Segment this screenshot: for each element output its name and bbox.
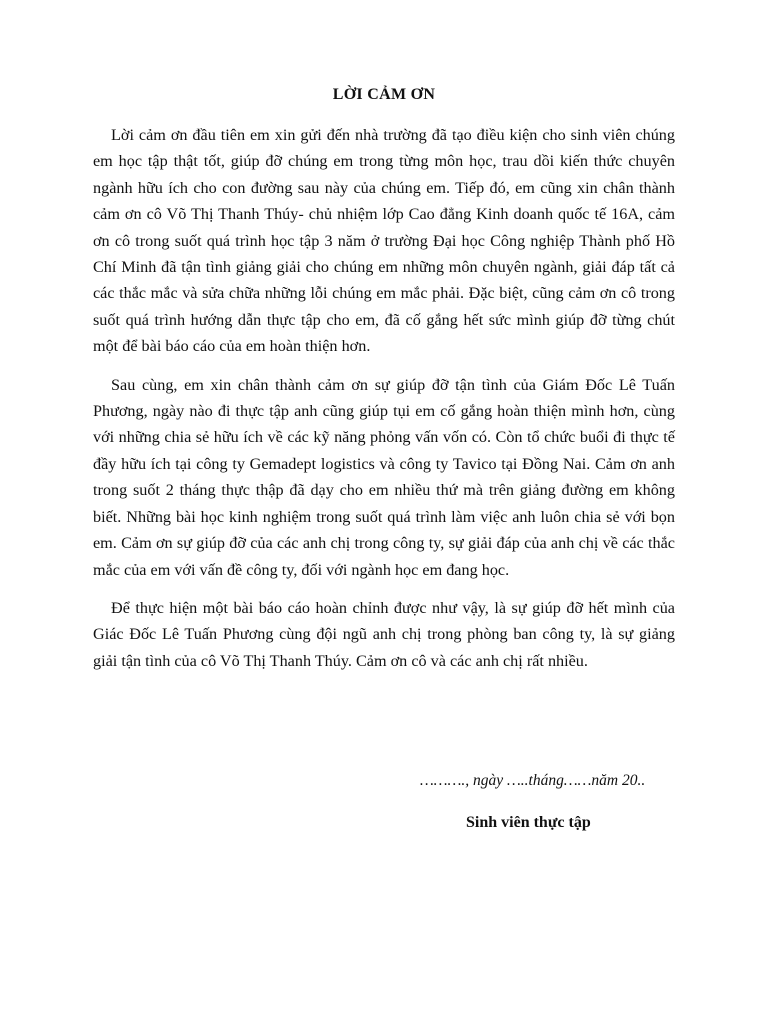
paragraph-1: Lời cảm ơn đầu tiên em xin gửi đến nhà trường đã tạo điều kiện cho sinh viên chúng em học tập thật tốt, giúp đỡ chúng em trong từng môn học, trau dồi kiến thức chuyên ngành hữu ích cho con đường sau này của chúng em. Tiếp đó, em cũng xin chân thành cảm ơn cô Võ Thị Thanh Thúy- chủ nhiệm lớp Cao đẳng Kinh doanh quốc tế 16A, cảm ơn cô trong suốt quá trình học tập 3 năm ở trường Đại học Công nghiệp Thành phố Hồ Chí Minh đã tận tình giảng giải cho chúng em những môn chuyên ngành, giải đáp tất cả các thắc mắc và sửa chữa những lỗi chúng em mắc phải. Đặc biệt, cũng cảm ơn cô trong suốt quá trình hướng dẫn thực tập cho em, đã cố gắng hết sức mình giúp đỡ từng chút một để bài báo cáo của em hoàn thiện hơn. [93,126,675,356]
page-title: LỜI CẢM ƠN [332,86,436,103]
document-body [93,122,675,674]
paragraph-3: Để thực hiện một bài báo cáo hoàn chỉnh được như vậy, là sự giúp đỡ hết mình của Giác Đốc Lê Tuấn Phương cùng đội ngũ anh chị trong phòng ban công ty, là sự giảng giải tận tình của cô Võ Thị Thanh Thúy. Cảm ơn cô và các anh chị rất nhiều. [93,598,675,670]
signer-label: Sinh viên thực tập [466,814,591,831]
date-line: ………., ngày …..tháng……năm 20.. [420,772,646,789]
paragraph-2: Sau cùng, em xin chân thành cảm ơn sự giúp đỡ tận tình của Giám Đốc Lê Tuấn Phương, ngày nào đi thực tập anh cũng giúp tụi em cố gắng hoàn thiện mình hơn, cùng với những chia sẻ hữu ích về các kỹ năng phỏng vấn vốn có. Còn tổ chức buổi đi thực tế đầy hữu ích tại công ty Gemadept logistics và công ty Tavico tại Đồng Nai. Cảm ơn anh trong suốt 2 tháng thực thập đã dạy cho em nhiều thứ mà trên giảng đường em không biết. Những bài học kinh nghiệm trong suốt quá trình làm việc anh luôn chia sẻ với bọn em. Cảm ơn sự giúp đỡ của các anh chị trong công ty, sự giải đáp của anh chị về các thắc mắc của em với vấn đề công ty, đối với ngành học em đang học. [93,375,675,579]
